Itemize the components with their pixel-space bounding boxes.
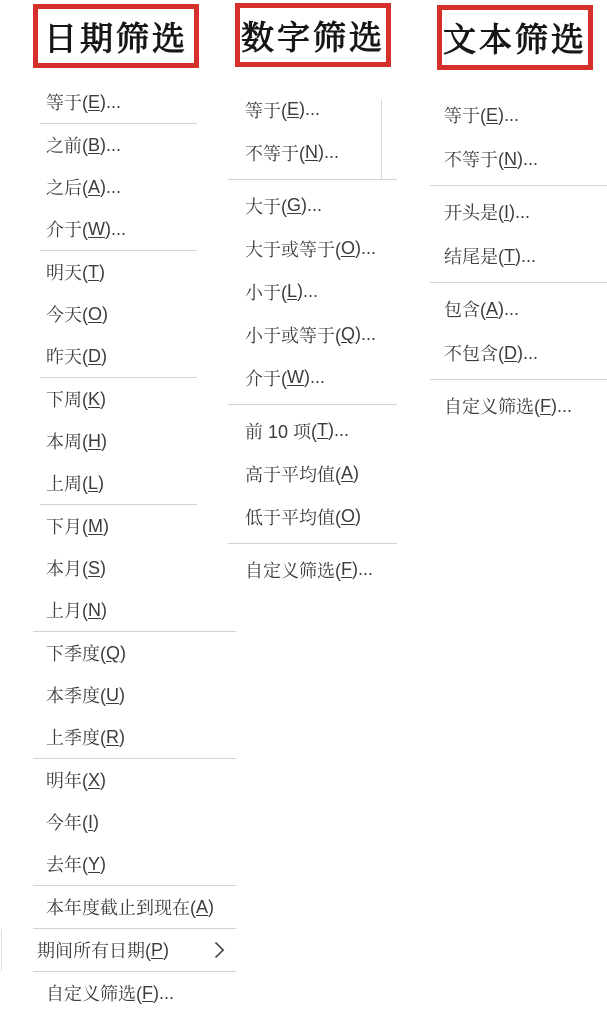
menu-item-label-suffix: ) <box>100 557 107 578</box>
menu-item-label: 昨天( <box>46 347 88 367</box>
menu-item-label: 自定义筛选( <box>444 397 540 417</box>
menu-item-label-suffix: ) <box>353 463 360 483</box>
menu-item-label-suffix: ) <box>101 345 107 366</box>
menu-item[interactable] <box>0 462 233 504</box>
menu-item-label-suffix: )... <box>299 99 321 119</box>
menu-item-accelerator-key: E <box>486 104 499 125</box>
menu-item-accelerator-key: I <box>504 201 510 222</box>
menu-item-label: 本年度截止到现在( <box>46 898 196 918</box>
menu-item-label-suffix: ) <box>119 684 125 705</box>
menu-item-label: 之前( <box>46 136 88 156</box>
menu-item[interactable] <box>0 547 233 589</box>
menu-item-label: 明年( <box>46 771 88 791</box>
menu-item-label-suffix: ) <box>100 769 107 790</box>
text-filter-header-label: 文本筛选 <box>443 21 587 58</box>
menu-item-label-suffix: )... <box>100 134 122 155</box>
menu-item[interactable] <box>0 674 233 716</box>
menu-item[interactable] <box>228 313 397 356</box>
menu-item-label: 等于( <box>444 106 486 126</box>
menu-item[interactable] <box>228 356 397 399</box>
menu-item-label-suffix: )... <box>100 91 122 112</box>
menu-item-accelerator-key: W <box>88 218 105 239</box>
menu-item-label: 自定义筛选( <box>46 984 142 1004</box>
menu-item-accelerator-key: O <box>88 303 103 324</box>
menu-item[interactable] <box>228 409 397 452</box>
menu-item-label-suffix: )... <box>498 104 520 125</box>
menu-item-label: 上季度( <box>46 728 106 748</box>
menu-item-label-suffix: ) <box>163 939 170 960</box>
menu-separator <box>228 179 397 180</box>
menu-item[interactable] <box>430 234 607 278</box>
menu-item-label-suffix: )... <box>105 218 126 239</box>
menu-item[interactable] <box>0 251 233 293</box>
menu-item-label: 结尾是( <box>444 247 504 267</box>
menu-item-label-suffix: )... <box>328 420 350 440</box>
menu-item-label: 去年( <box>46 855 88 875</box>
menu-item-label: 本季度( <box>46 686 106 706</box>
menu-item-accelerator-key: A <box>341 463 354 483</box>
menu-separator <box>430 282 607 283</box>
menu-item-label: 大于或等于( <box>245 239 341 260</box>
menu-item-label: 小于( <box>245 282 287 303</box>
menu-item[interactable] <box>430 384 607 428</box>
menu-item-label-suffix: ) <box>101 599 107 620</box>
menu-item[interactable] <box>228 548 397 591</box>
menu-item-accelerator-key: L <box>287 281 298 301</box>
menu-item[interactable] <box>0 81 233 123</box>
menu-item-accelerator-key: M <box>88 515 103 536</box>
menu-item-accelerator-key: L <box>88 472 99 493</box>
menu-item-accelerator-key: A <box>88 176 101 197</box>
menu-item[interactable] <box>0 929 233 971</box>
menu-item-label-suffix: ) <box>119 726 125 747</box>
menu-item-label: 高于平均值( <box>245 464 341 485</box>
menu-item-accelerator-key: Q <box>106 642 121 663</box>
menu-item-label: 开头是( <box>444 203 504 223</box>
menu-item-label-suffix: )... <box>318 142 339 162</box>
menu-item-label: 之后( <box>46 178 88 198</box>
menu-item-label: 明天( <box>46 263 88 283</box>
number-filter-header <box>235 3 391 67</box>
text-filter-menu <box>430 93 607 428</box>
menu-item-accelerator-key: E <box>287 99 300 119</box>
menu-separator <box>228 404 397 405</box>
menu-item-label-suffix: )... <box>498 298 520 319</box>
menu-item[interactable] <box>228 270 397 313</box>
menu-item[interactable] <box>0 589 233 631</box>
menu-item-accelerator-key: O <box>341 506 356 526</box>
menu-item-label-suffix: )... <box>515 245 536 266</box>
menu-item[interactable] <box>430 190 607 234</box>
menu-separator <box>228 543 397 544</box>
menu-item-label: 上周( <box>46 474 88 494</box>
menu-item-label: 上月( <box>46 601 88 621</box>
menu-item[interactable] <box>0 335 233 377</box>
menu-item[interactable] <box>0 801 233 843</box>
menu-item-accelerator-key: T <box>317 420 329 440</box>
menu-item-label-suffix: )... <box>100 176 122 197</box>
menu-item[interactable] <box>0 378 233 420</box>
menu-item-label: 自定义筛选( <box>245 560 341 581</box>
menu-item-accelerator-key: Q <box>341 324 356 344</box>
menu-item-label: 下月( <box>46 517 88 537</box>
menu-item-label: 不等于( <box>444 150 504 170</box>
menu-item-label-suffix: ) <box>100 853 107 874</box>
menu-item-accelerator-key: I <box>88 811 94 832</box>
menu-item-label-suffix: ) <box>99 261 105 282</box>
number-filter-menu <box>228 88 397 591</box>
menu-item-label-suffix: ) <box>208 896 215 917</box>
menu-item-label: 前 10 项( <box>245 421 318 442</box>
menu-item-label-suffix: )... <box>551 395 572 416</box>
menu-item-label: 大于( <box>245 196 287 217</box>
menu-item-accelerator-key: S <box>88 557 101 578</box>
menu-item-accelerator-key: X <box>88 769 101 790</box>
menu-item[interactable] <box>0 632 233 674</box>
menu-item-accelerator-key: D <box>88 345 101 366</box>
menu-item[interactable] <box>0 972 233 1014</box>
menu-item-label: 本周( <box>46 432 88 452</box>
menu-item[interactable] <box>0 166 233 208</box>
menu-item-accelerator-key: T <box>504 245 515 266</box>
menu-item-label-suffix: )... <box>355 238 377 258</box>
menu-item-accelerator-key: E <box>88 91 101 112</box>
menu-item[interactable] <box>228 495 397 538</box>
menu-item-accelerator-key: W <box>287 367 304 387</box>
menu-item-accelerator-key: K <box>88 388 101 409</box>
menu-item-label: 下季度( <box>46 644 106 664</box>
menu-item[interactable] <box>0 843 233 885</box>
menu-item-accelerator-key: O <box>341 238 356 258</box>
menu-item-accelerator-key: N <box>504 148 517 169</box>
menu-edge-fragment <box>1 929 2 971</box>
menu-item[interactable] <box>0 886 233 928</box>
menu-item-label-suffix: )... <box>509 201 531 222</box>
menu-item-label-suffix: )... <box>517 148 538 169</box>
menu-item-label-suffix: ) <box>100 388 107 409</box>
menu-item-label: 本月( <box>46 559 88 579</box>
menu-item-label: 今天( <box>46 305 88 325</box>
chevron-right-icon <box>214 941 225 959</box>
number-filter-header-label: 数字筛选 <box>241 18 385 56</box>
menu-item-accelerator-key: H <box>88 430 101 451</box>
menu-item[interactable] <box>228 184 397 227</box>
menu-item[interactable] <box>0 124 233 166</box>
menu-item-label-suffix: ) <box>120 642 127 663</box>
menu-item-label-suffix: )... <box>153 982 174 1003</box>
menu-item-label-suffix: ) <box>355 506 362 526</box>
menu-item-label: 等于( <box>46 93 88 113</box>
menu-item-accelerator-key: D <box>504 342 517 363</box>
menu-item-accelerator-key: B <box>88 134 101 155</box>
menu-item-label-suffix: )... <box>517 342 538 363</box>
menu-item[interactable] <box>430 93 607 137</box>
menu-item-accelerator-key: A <box>486 298 499 319</box>
menu-item-accelerator-key: A <box>196 896 209 917</box>
menu-item-label: 下周( <box>46 390 88 410</box>
menu-item-label: 低于平均值( <box>245 507 341 528</box>
menu-item-accelerator-key: N <box>305 142 318 162</box>
menu-item-accelerator-key: R <box>106 726 119 747</box>
menu-item-accelerator-key: F <box>142 982 153 1003</box>
menu-item[interactable] <box>228 452 397 495</box>
menu-item-accelerator-key: U <box>106 684 119 705</box>
menu-item-label: 不等于( <box>245 143 305 164</box>
menu-item-label-suffix: )... <box>301 195 323 215</box>
text-filter-header <box>437 5 593 70</box>
menu-item-accelerator-key: P <box>151 939 164 960</box>
menu-item-label: 不包含( <box>444 344 504 364</box>
menu-item-label: 期间所有日期( <box>37 941 151 961</box>
menu-item[interactable] <box>0 293 233 335</box>
menu-item-accelerator-key: T <box>88 261 99 282</box>
menu-item-label-suffix: )... <box>352 559 373 579</box>
menu-item-accelerator-key: Y <box>88 853 101 874</box>
menu-item-label-suffix: ) <box>102 303 109 324</box>
menu-item-accelerator-key: G <box>287 195 302 215</box>
menu-item[interactable] <box>228 227 397 270</box>
menu-item-accelerator-key: F <box>341 559 352 579</box>
date-filter-menu <box>0 81 233 1014</box>
menu-item-label-suffix: ) <box>103 515 109 536</box>
menu-item-label-suffix: )... <box>297 281 319 301</box>
menu-item-label: 等于( <box>245 100 287 121</box>
menu-item[interactable] <box>0 420 233 462</box>
menu-item-label: 今年( <box>46 813 88 833</box>
menu-item-label: 介于( <box>46 220 88 240</box>
menu-item-label: 包含( <box>444 300 486 320</box>
menu-edge-fragment <box>381 99 382 179</box>
date-filter-header <box>33 4 199 68</box>
menu-separator <box>430 185 607 186</box>
menu-item[interactable] <box>228 131 397 174</box>
menu-item[interactable] <box>430 137 607 181</box>
menu-item-label-suffix: ) <box>93 811 100 832</box>
menu-item-label: 介于( <box>245 368 287 389</box>
menu-item[interactable] <box>228 88 397 131</box>
menu-item[interactable] <box>430 287 607 331</box>
menu-item-label-suffix: ) <box>98 472 105 493</box>
menu-item-accelerator-key: F <box>540 395 551 416</box>
menu-item-label-suffix: )... <box>355 324 377 344</box>
menu-item-label-suffix: )... <box>304 367 325 387</box>
menu-item-label-suffix: ) <box>101 430 107 451</box>
menu-item[interactable] <box>0 505 233 547</box>
menu-separator <box>430 379 607 380</box>
menu-item[interactable] <box>0 716 233 758</box>
menu-item-label: 小于或等于( <box>245 325 341 346</box>
menu-item-accelerator-key: N <box>88 599 101 620</box>
menu-item[interactable] <box>430 331 607 375</box>
menu-item[interactable] <box>0 759 233 801</box>
date-filter-header-label: 日期筛选 <box>44 19 188 57</box>
menu-item[interactable] <box>0 208 233 250</box>
